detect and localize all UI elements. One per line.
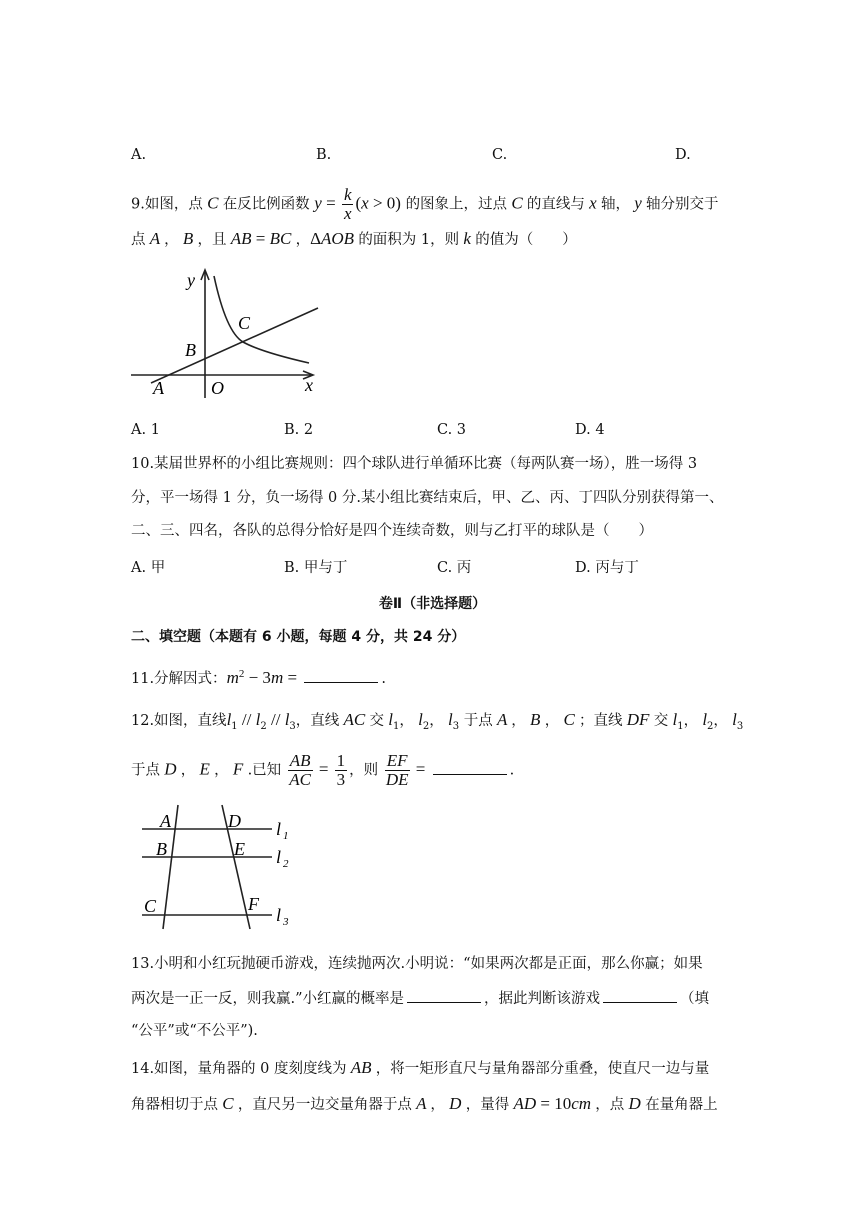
section-title: 卷Ⅱ（非选择题） xyxy=(378,596,487,612)
q9-option-d: D. 4 xyxy=(575,422,605,438)
q8-option-b: B. xyxy=(316,147,332,163)
q10-option-b: B. 甲与丁 xyxy=(284,560,348,576)
q9-label-c: C xyxy=(238,313,251,333)
q14-line-2: 角器相切于点 C ，直尺另一边交量角器于点 A ， D ，量得 AD = 10cm ，点 D 在量角器上 xyxy=(131,1094,718,1113)
q13-line-2: 两次是一正一反，则我赢.”小红赢的概率是 ，据此判断该游戏 （填 xyxy=(131,988,709,1009)
q9-label-a: A xyxy=(153,378,164,398)
q10-option-a: A. 甲 xyxy=(131,560,166,576)
section2-header: 二、填空题（本题有 6 小题，每题 4 分，共 24 分） xyxy=(131,629,466,645)
q9-label-o: O xyxy=(211,378,224,398)
q9-label-x: x xyxy=(305,375,313,395)
q8-option-a: A. xyxy=(131,147,147,163)
q12-line-2: 于点 D ， E ， F .已知 $\frac{AB}{AC}$ = $\frac{1}{3}$ ，则 $\frac{EF}{DE}$ = . xyxy=(131,751,515,789)
q9-label-b: B xyxy=(185,340,196,360)
q8-option-c: C. xyxy=(492,147,508,163)
q11-line: 11.分解因式：$m^2 - 3m$ = . xyxy=(131,667,386,687)
q12-label-l1-sub: 1 xyxy=(283,830,289,842)
q10-line-2: 分，平一场得 1 分，负一场得 0 分.某小组比赛结束后，甲、乙、丙、丁四队分别获得第一、 xyxy=(131,490,724,506)
q9-label-y: y xyxy=(187,270,195,290)
q9-line-1: 9.如图，点 C 在反比例函数 y = $\frac{k}{x}$ (x > 0) 的图象上，过点 C 的直线与 x 轴， y 轴分别交于 xyxy=(131,185,719,223)
q14-line-1: 14.如图，量角器的 0 度刻度线为 AB ，将一矩形直尺与量角器部分重叠，使直尺一边与量 xyxy=(131,1058,710,1077)
q13-answer-blank-1[interactable] xyxy=(407,988,481,1003)
q12-label-b: B xyxy=(156,839,167,859)
q10-line-3: 二、三、四名，各队的总得分恰好是四个连续奇数，则与乙打平的球队是（ ） xyxy=(131,523,653,539)
q13-line-3: “公平”或“不公平”). xyxy=(131,1023,258,1039)
q12-label-l1: l xyxy=(276,819,282,839)
q9-option-b: B. 2 xyxy=(284,422,314,438)
q13-answer-blank-2[interactable] xyxy=(603,988,677,1003)
q12-line-1: 12.如图，直线$l_1 // l_2 // l_3$，直线 AC 交 $l_1$， $l_2$， $l_3$ 于点 A ， B ， C ；直线 DF 交 $l_1$， $l_2$， $l_3$ xyxy=(131,710,744,732)
q10-line-1: 10.某届世界杯的小组比赛规则：四个球队进行单循环比赛（每两队赛一场），胜一场得 3 xyxy=(131,456,698,472)
q12-label-l2-sub: 2 xyxy=(283,858,289,870)
q12-answer-blank[interactable] xyxy=(433,760,507,775)
q12-label-e: E xyxy=(234,839,245,859)
q11-answer-blank[interactable] xyxy=(304,668,378,683)
q13-line-1: 13.小明和小红玩抛硬币游戏，连续抛两次.小明说：“如果两次都是正面，那么你赢；如果 xyxy=(131,956,703,972)
q12-figure xyxy=(138,803,298,933)
q9-option-a: A. 1 xyxy=(131,422,160,438)
q12-label-l3-sub: 3 xyxy=(283,916,289,928)
q10-option-d: D. 丙与丁 xyxy=(575,560,639,576)
q8-option-d: D. xyxy=(675,147,691,163)
q9-figure xyxy=(131,262,331,402)
q9-option-c: C. 3 xyxy=(437,422,467,438)
q12-label-c: C xyxy=(144,896,157,916)
q12-label-l2: l xyxy=(276,847,282,867)
q9-line-2: 点 A ， B ，且 AB = BC ，ΔAOB 的面积为 1，则 k 的值为（ ） xyxy=(131,229,577,248)
q12-label-d: D xyxy=(228,811,241,831)
q12-label-a: A xyxy=(160,811,171,831)
q12-label-f: F xyxy=(248,894,259,914)
q12-label-l3: l xyxy=(276,905,282,925)
q10-option-c: C. 丙 xyxy=(437,560,472,576)
